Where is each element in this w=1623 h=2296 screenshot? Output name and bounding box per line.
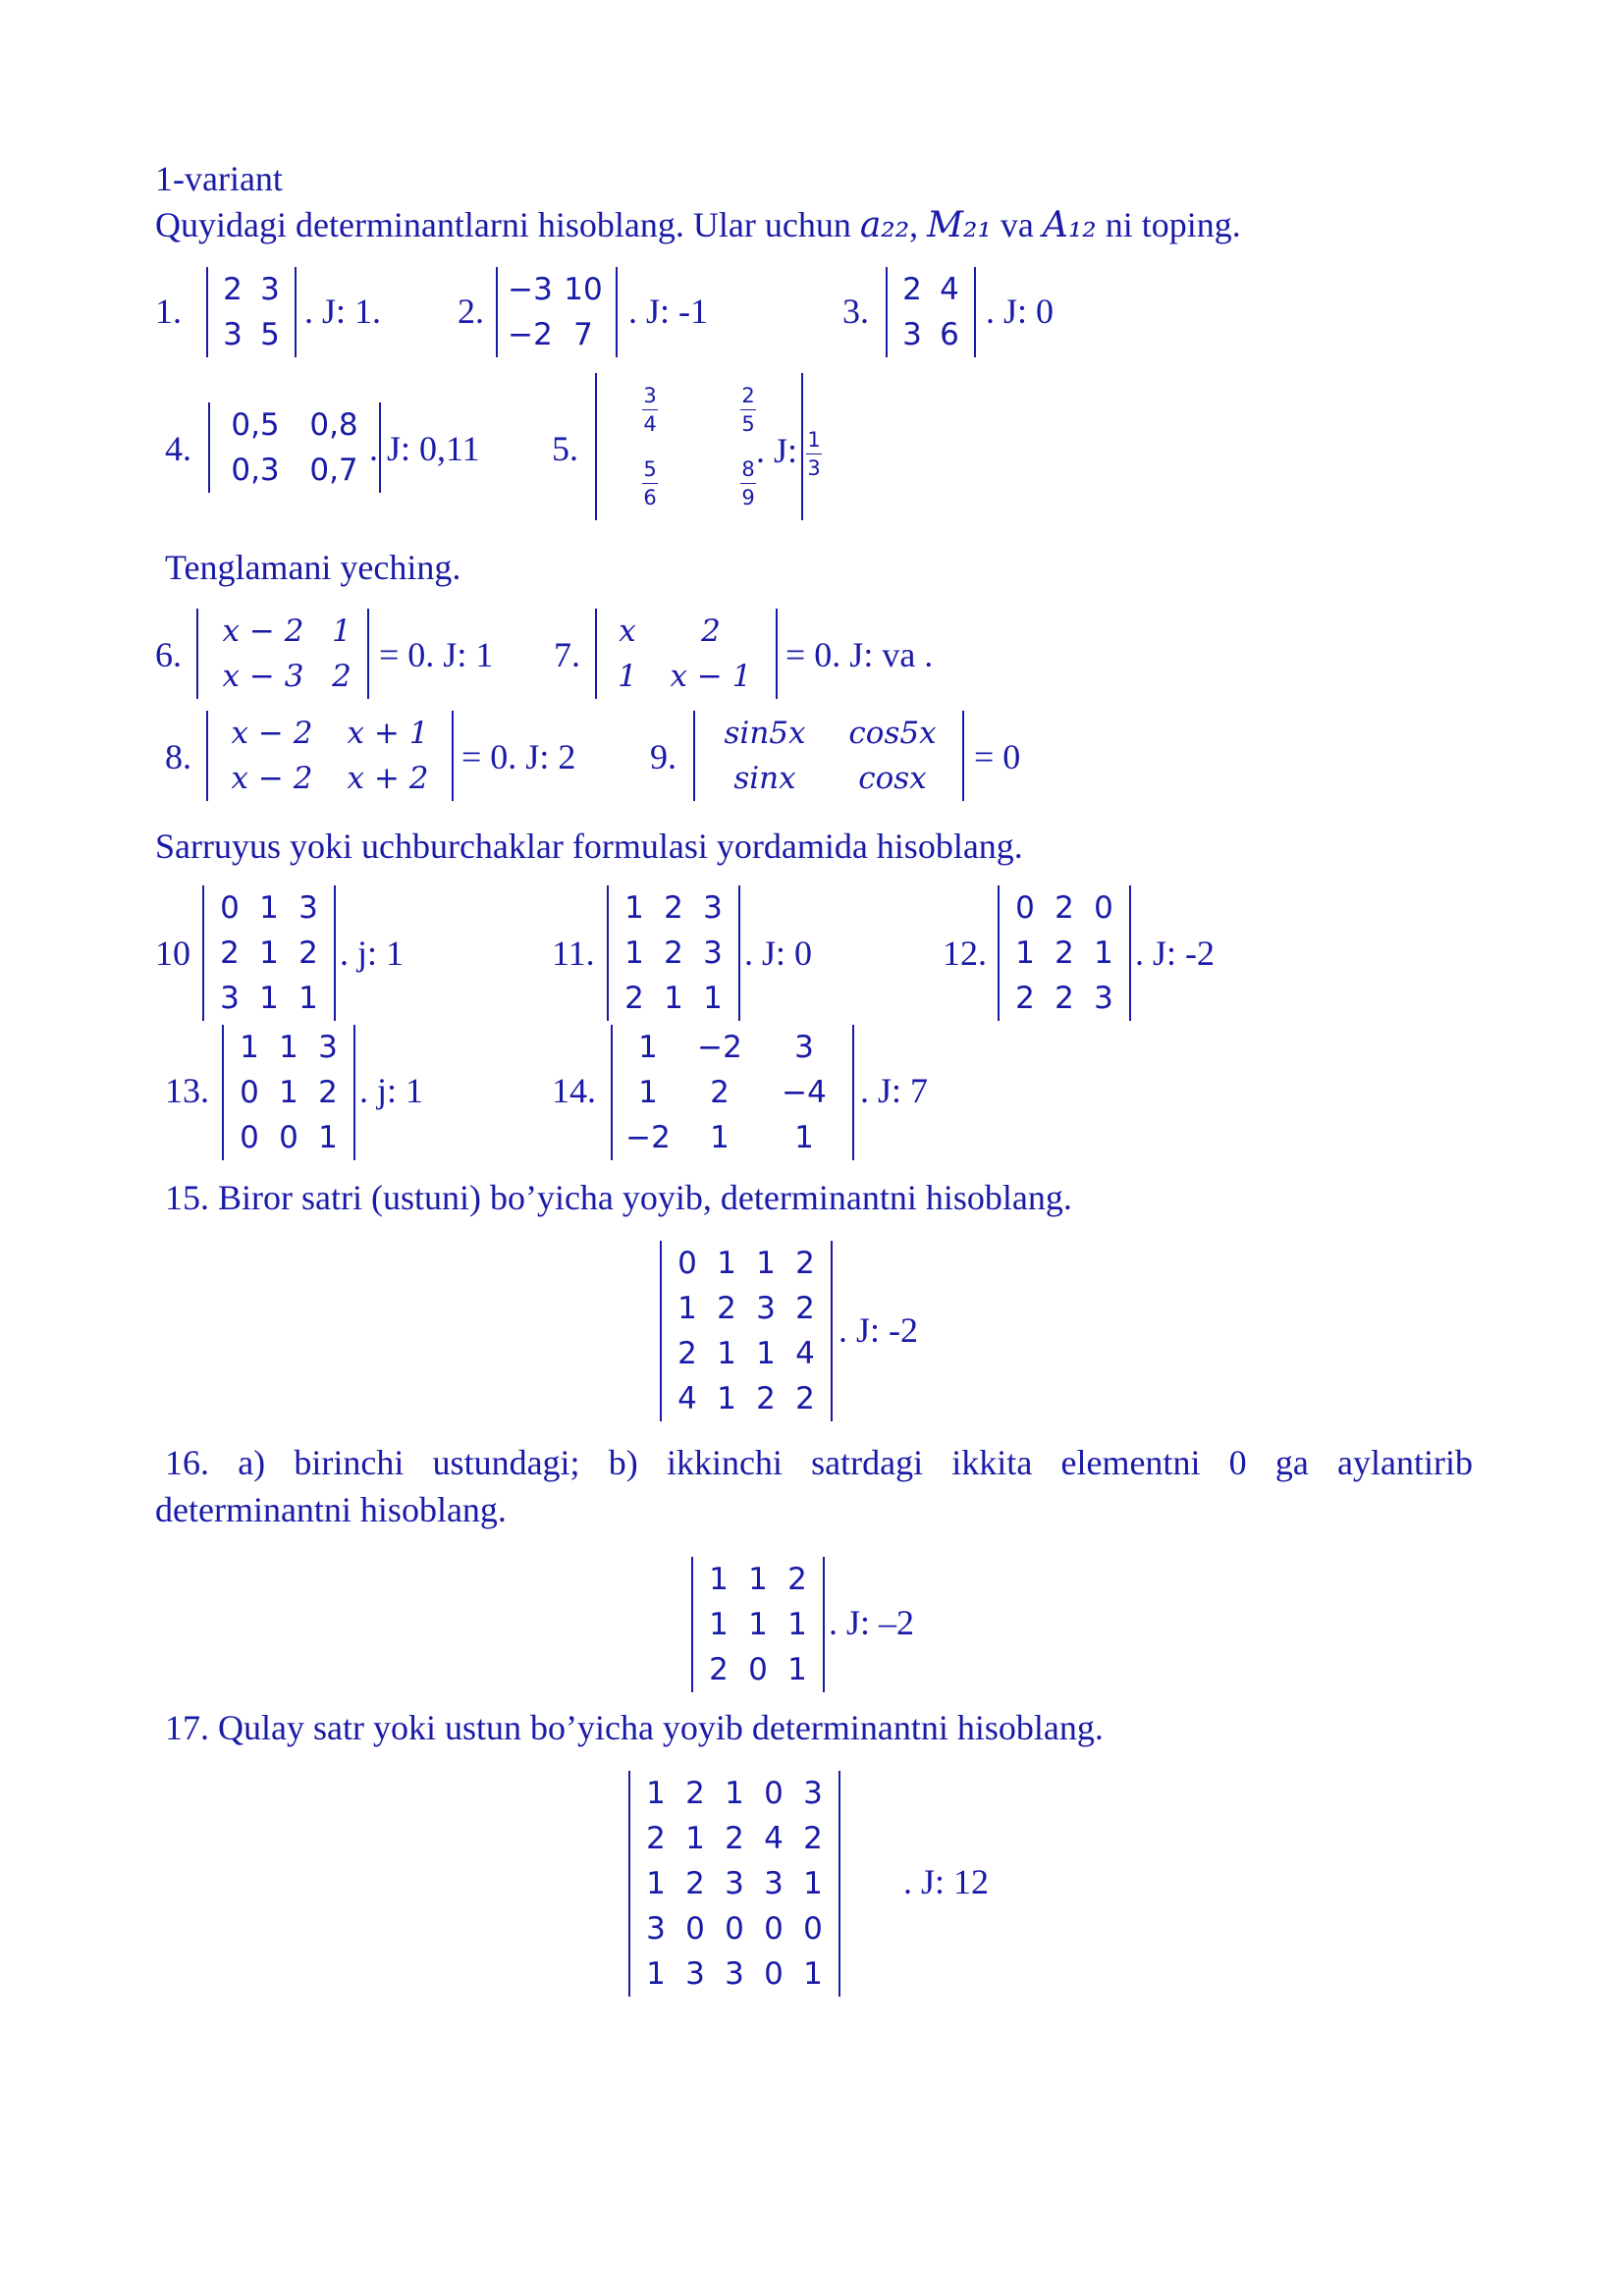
problem-16-answer: . J: –2 [829, 1603, 915, 1642]
cell: 1 [624, 890, 644, 926]
problem-17-answer: . J: 12 [903, 1862, 990, 1901]
problem-6-answer: = 0. J: 1 [379, 635, 494, 674]
cell: 6 [940, 317, 959, 352]
cell: 2 [795, 1381, 815, 1416]
cell: 1 [638, 1075, 658, 1110]
cell: 1 [685, 1821, 705, 1856]
problem-2-determinant [496, 267, 618, 357]
cell: 2 [664, 935, 683, 971]
problem-2-label: 2. [458, 292, 484, 331]
cell: 0 [279, 1120, 298, 1155]
cell: 3 [725, 1956, 744, 1992]
problem-10-determinant [202, 885, 336, 1021]
problem-15-determinant [660, 1241, 833, 1421]
problem-13-label: 13. [165, 1071, 209, 1110]
cell: 0 [240, 1120, 259, 1155]
problem-14-label: 14. [552, 1071, 596, 1110]
cell: −2 [697, 1030, 742, 1065]
answer-prefix: . J: [756, 430, 807, 470]
problem-9-label: 9. [650, 737, 676, 776]
cell: 2 [902, 272, 922, 307]
problem-14-answer: . J: 7 [860, 1071, 929, 1110]
cell: 2 [1015, 981, 1035, 1016]
cell: 0 [240, 1075, 259, 1110]
cell: 1 [709, 1607, 729, 1642]
problem-5-answer [756, 428, 822, 480]
cell: 3 [703, 935, 723, 971]
cell: sin5x [724, 716, 806, 751]
problem-16-determinant [691, 1557, 825, 1692]
cell: 4 [940, 272, 959, 307]
cell: 1 [279, 1075, 298, 1110]
cell: 3 [764, 1866, 784, 1901]
cell: x − 2 [231, 761, 313, 796]
problem-7-answer: = 0. J: va . [785, 635, 934, 674]
problem-8-answer: = 0. J: 2 [461, 737, 576, 776]
cell: 1 [318, 1120, 338, 1155]
cell: 0,7 [309, 453, 358, 488]
cell: 2 [1055, 890, 1074, 926]
fraction: $\frac{5}{6}$ [643, 457, 657, 509]
cell: 1 [646, 1956, 666, 1992]
cell: 0 [803, 1911, 823, 1947]
problem-8-determinant [206, 711, 454, 801]
cell: 1 [748, 1562, 768, 1597]
cell: 3 [223, 317, 243, 352]
variant-title: 1-variant [155, 159, 283, 198]
cell: sinx [733, 761, 796, 796]
cell: 2 [332, 659, 352, 694]
cell: 1 [646, 1776, 666, 1811]
cell: 3 [260, 272, 280, 307]
cell: 1 [787, 1607, 807, 1642]
problem-4-answer: . J: 0,11 [369, 429, 480, 468]
problem-10-label: 10 [155, 934, 190, 973]
cell: 1 [748, 1607, 768, 1642]
cell: −2 [508, 317, 553, 352]
cell: x − 2 [231, 716, 313, 751]
cell: 7 [573, 317, 593, 352]
cell: x − 2 [222, 614, 304, 649]
cell: 1 [664, 981, 683, 1016]
cell: 1 [638, 1030, 658, 1065]
cell: 0 [764, 1956, 784, 1992]
cell: 0,3 [231, 453, 280, 488]
problem-12-answer: . J: -2 [1135, 934, 1215, 973]
problem-1-determinant [206, 267, 297, 357]
cell: 0,5 [231, 407, 280, 443]
cell: 2 [677, 1336, 697, 1371]
problem-11-label: 11. [552, 934, 595, 973]
cell: 0 [748, 1652, 768, 1687]
cell: 0 [220, 890, 240, 926]
cell: 2 [318, 1075, 338, 1110]
cell: 2 [803, 1821, 823, 1856]
cell: 1 [624, 935, 644, 971]
cell: 2 [220, 935, 240, 971]
task-instruction [155, 203, 1241, 247]
cell: cos5x [848, 716, 937, 751]
fraction: $\frac{8}{9}$ [741, 457, 755, 509]
problem-9-answer: = 0 [974, 737, 1021, 776]
cell: 3 [703, 890, 723, 926]
cell: 1 [756, 1246, 776, 1281]
cell: 2 [646, 1821, 666, 1856]
problem-6-label: 6. [155, 635, 182, 674]
cell: 0 [725, 1911, 744, 1947]
cell: 2 [717, 1291, 736, 1326]
cell: 3 [794, 1030, 814, 1065]
problem-17-text: 17. Qulay satr yoki ustun bo’yicha yoyib determinantni hisoblang. [165, 1708, 1104, 1747]
problem-5-label: 5. [552, 429, 578, 468]
cell: 2 [664, 890, 683, 926]
cell: 2 [298, 935, 318, 971]
problem-17-determinant [628, 1771, 840, 1997]
cell: 1 [240, 1030, 259, 1065]
answer-fraction: $\frac{1}{3}$ [807, 428, 821, 480]
cell: 2 [795, 1291, 815, 1326]
cell: 1 [794, 1120, 814, 1155]
problem-8-label: 8. [165, 737, 191, 776]
cell: 2 [223, 272, 243, 307]
cell: 2 [1055, 935, 1074, 971]
cell: 2 [1055, 981, 1074, 1016]
symbol-M21: M₂₁ [927, 205, 992, 245]
problem-10-answer: . j: 1 [340, 934, 405, 973]
cell: 1 [710, 1120, 730, 1155]
section-equations-heading: Tenglamani yeching. [165, 548, 461, 587]
problem-4-determinant [208, 402, 381, 493]
problem-13-answer: . j: 1 [359, 1071, 424, 1110]
problem-12-determinant [998, 885, 1131, 1021]
problem-3-label: 3. [842, 292, 869, 331]
problem-11-determinant [607, 885, 740, 1021]
cell: 2 [787, 1562, 807, 1597]
cell: 1 [646, 1866, 666, 1901]
cell: 2 [685, 1776, 705, 1811]
problem-14-determinant [611, 1025, 854, 1160]
cell: 1 [1094, 935, 1113, 971]
cell: 3 [685, 1956, 705, 1992]
cell: 1 [259, 981, 279, 1016]
cell: 3 [298, 890, 318, 926]
symbol-A12: A₁₂ [1042, 205, 1097, 245]
cell: 1 [332, 614, 352, 649]
cell: 1 [717, 1381, 736, 1416]
cell: 3 [646, 1911, 666, 1947]
problem-2-answer: . J: -1 [628, 292, 708, 331]
cell: 1 [803, 1866, 823, 1901]
cell: 1 [703, 981, 723, 1016]
cell: 5 [260, 317, 280, 352]
cell: x − 3 [222, 659, 304, 694]
problem-7-label: 7. [554, 635, 580, 674]
cell: 1 [259, 935, 279, 971]
problem-9-determinant [693, 711, 964, 801]
cell: 1 [677, 1291, 697, 1326]
problem-12-label: 12. [943, 934, 987, 973]
problem-3-answer: . J: 0 [986, 292, 1055, 331]
cell: 2 [624, 981, 644, 1016]
cell: −2 [625, 1120, 671, 1155]
cell: 3 [1094, 981, 1113, 1016]
cell: 3 [902, 317, 922, 352]
cell: 0,8 [309, 407, 358, 443]
problem-1-answer: . J: 1. [304, 292, 382, 331]
cell: 2 [709, 1652, 729, 1687]
cell: 0 [764, 1776, 784, 1811]
cell: 4 [764, 1821, 784, 1856]
cell: −4 [782, 1075, 827, 1110]
problem-1-label: 1. [155, 292, 182, 331]
cell: 1 [1015, 935, 1035, 971]
cell: 10 [564, 272, 603, 307]
cell: −3 [508, 272, 553, 307]
cell: 2 [795, 1246, 815, 1281]
problem-16-text-line1: 16. a) birinchi ustundagi; b) ikkinchi satrdagi ikkita elementni 0 ga aylantirib [165, 1443, 1473, 1482]
cell: 1 [803, 1956, 823, 1992]
cell: 0 [1015, 890, 1035, 926]
cell: x + 1 [347, 716, 429, 751]
problem-16-text-line2: determinantni hisoblang. [155, 1490, 507, 1529]
symbol-a22: a₂₂ [859, 205, 910, 245]
task-prefix: Quyidagi determinantlarni hisoblang. Ular uchun [155, 205, 860, 244]
problem-15-answer: . J: -2 [839, 1310, 918, 1350]
cell: 0 [1094, 890, 1113, 926]
problem-3-determinant [886, 267, 976, 357]
cell: 1 [259, 890, 279, 926]
cell: 4 [677, 1381, 697, 1416]
section-sarrus-heading: Sarruyus yoki uchburchaklar formulasi yordamida hisoblang. [155, 827, 1023, 866]
task-sep1: , [909, 205, 928, 244]
task-suffix: ni toping. [1096, 205, 1241, 244]
task-sep2: va [991, 205, 1043, 244]
cell: 3 [725, 1866, 744, 1901]
cell: 3 [756, 1291, 776, 1326]
cell: 2 [710, 1075, 730, 1110]
cell: 4 [795, 1336, 815, 1371]
cell: 1 [298, 981, 318, 1016]
cell: 0 [677, 1246, 697, 1281]
fraction: $\frac{3}{4}$ [643, 384, 657, 436]
cell: 1 [709, 1562, 729, 1597]
cell: 3 [318, 1030, 338, 1065]
cell: x + 2 [347, 761, 429, 796]
cell: 0 [764, 1911, 784, 1947]
cell: 1 [787, 1652, 807, 1687]
cell: cosx [858, 761, 927, 796]
cell: 0 [685, 1911, 705, 1947]
problem-13-determinant [222, 1025, 355, 1160]
problem-7-determinant [595, 609, 778, 699]
problem-4-label: 4. [165, 429, 191, 468]
cell: 1 [279, 1030, 298, 1065]
cell: 2 [701, 614, 721, 649]
cell: 2 [685, 1866, 705, 1901]
cell: 2 [725, 1821, 744, 1856]
cell: 2 [756, 1381, 776, 1416]
fraction: $\frac{2}{5}$ [741, 384, 755, 436]
cell: 1 [717, 1336, 736, 1371]
problem-11-answer: . J: 0 [744, 934, 813, 973]
cell: 3 [220, 981, 240, 1016]
cell: 1 [618, 659, 637, 694]
cell: 3 [803, 1776, 823, 1811]
problem-15-text: 15. Biror satri (ustuni) bo’yicha yoyib, determinantni hisoblang. [165, 1178, 1072, 1217]
cell: 1 [717, 1246, 736, 1281]
cell: 1 [756, 1336, 776, 1371]
cell: x − 1 [670, 659, 752, 694]
cell: 1 [725, 1776, 744, 1811]
problem-6-determinant [196, 609, 369, 699]
cell: x [619, 614, 636, 649]
